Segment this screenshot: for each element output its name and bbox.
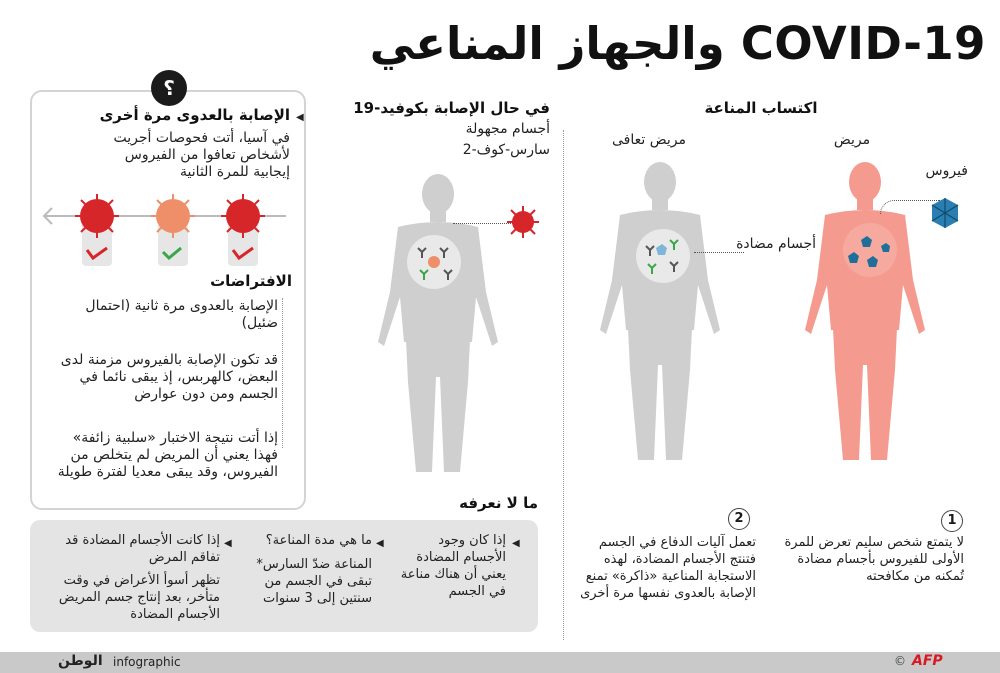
page-title: COVID-19 والجهاز المناعي (369, 17, 986, 70)
patient-label: مريض (833, 132, 871, 148)
virus-pointer-line (880, 200, 940, 214)
sars-virus-icon (506, 205, 540, 239)
alwatan-logo: الوطن (58, 653, 103, 669)
antibody-immunity-text: إذا كان وجود الأجسام المضادة يعني أن هناك مناعة في الجسم (400, 533, 506, 599)
virus-label: فيروس (925, 163, 968, 179)
orange-virus-icon (151, 194, 195, 238)
reinfection-text: في آسيا، أتت فحوصات أجريت لأشخاص تعافوا من الفيروس إيجابية للمرة الثانية (113, 130, 290, 180)
immunity-heading: اكتساب المناعة (704, 99, 818, 117)
step-2-badge: 2 (728, 508, 750, 530)
hypotheses-heading: الافتراضات (210, 272, 292, 290)
antibody-worsen-text: تظهر أسوأ الأعراض في وقت متأخر، بعد إنتاج جسم المريض الأجسام المضادة (58, 573, 220, 622)
antibody-worsen-heading: إذا كانت الأجسام المضادة قد تفاقم المرض (65, 533, 220, 565)
infographic-label: infographic (113, 655, 181, 669)
antibodies-label: أجسام مضادة (736, 236, 816, 252)
red-virus-icon (75, 194, 119, 238)
immunity-duration-text: المناعة ضدّ السارس* تبقى في الجسم من سنتين إلى 3 سنوات (256, 557, 372, 606)
afp-logo: AFP (912, 653, 943, 669)
step-1-badge: 1 (941, 510, 963, 532)
hypotheses-divider (282, 298, 283, 448)
sars-cov-2-label: سارس-كوف-2 (462, 142, 550, 158)
red-virus-icon-2 (221, 194, 265, 238)
step-2-text: تعمل آليات الدفاع في الجسم فتنتج الأجسام المضادة، لهذه الاستجابة المناعية «ذاكرة» تمنع الإصابة بالعدوى نفسها مرة أخرى (580, 535, 756, 601)
immunity-duration-heading: ما هي مدة المناعة؟ (265, 533, 372, 548)
section-divider (563, 130, 564, 640)
covid-body-figure (368, 172, 508, 482)
bullet-triangle-icon: ◀ (296, 112, 304, 123)
copyright-icon: © (894, 654, 906, 668)
antibodies-pointer-line (694, 252, 744, 253)
hypothesis-3: إذا أتت نتيجة الاختبار «سلبية زائفة» فهذا يعني أن المريض لم يتخلص من الفيروس، وقد يبقى معديا لفترة طويلة (57, 430, 278, 480)
bullet-triangle-icon-2: ◀ (376, 538, 384, 549)
bullet-triangle-icon-1: ◀ (512, 538, 520, 549)
reinfection-heading: الإصابة بالعدوى مرة أخرى (99, 106, 290, 124)
covid-case-heading: في حال الإصابة بكوفيد-19 (353, 99, 550, 117)
bullet-triangle-icon-3: ◀ (224, 538, 232, 549)
unknown-heading: ما لا نعرفه (459, 494, 538, 512)
hypothesis-2: قد تكون الإصابة بالفيروس مزمنة لدى البعض، كالهربس، إذ يبقى نائما في الجسم ومن دون عوارض (60, 352, 278, 402)
question-mark-icon: ؟ (151, 70, 187, 106)
recovered-patient-label: مريض تعافى (612, 132, 686, 148)
hypothesis-1: الإصابة بالعدوى مرة ثانية (احتمال ضئيل) (85, 298, 278, 331)
step-1-text: لا يتمتع شخص سليم تعرض للمرة الأولى للفيروس بأجسام مضادة تُمكنه من مكافحته (784, 535, 964, 584)
recovered-body-figure (590, 160, 730, 470)
reinfection-timeline-diagram (40, 188, 290, 270)
unknown-bodies-label: أجسام مجهولة (465, 121, 550, 137)
